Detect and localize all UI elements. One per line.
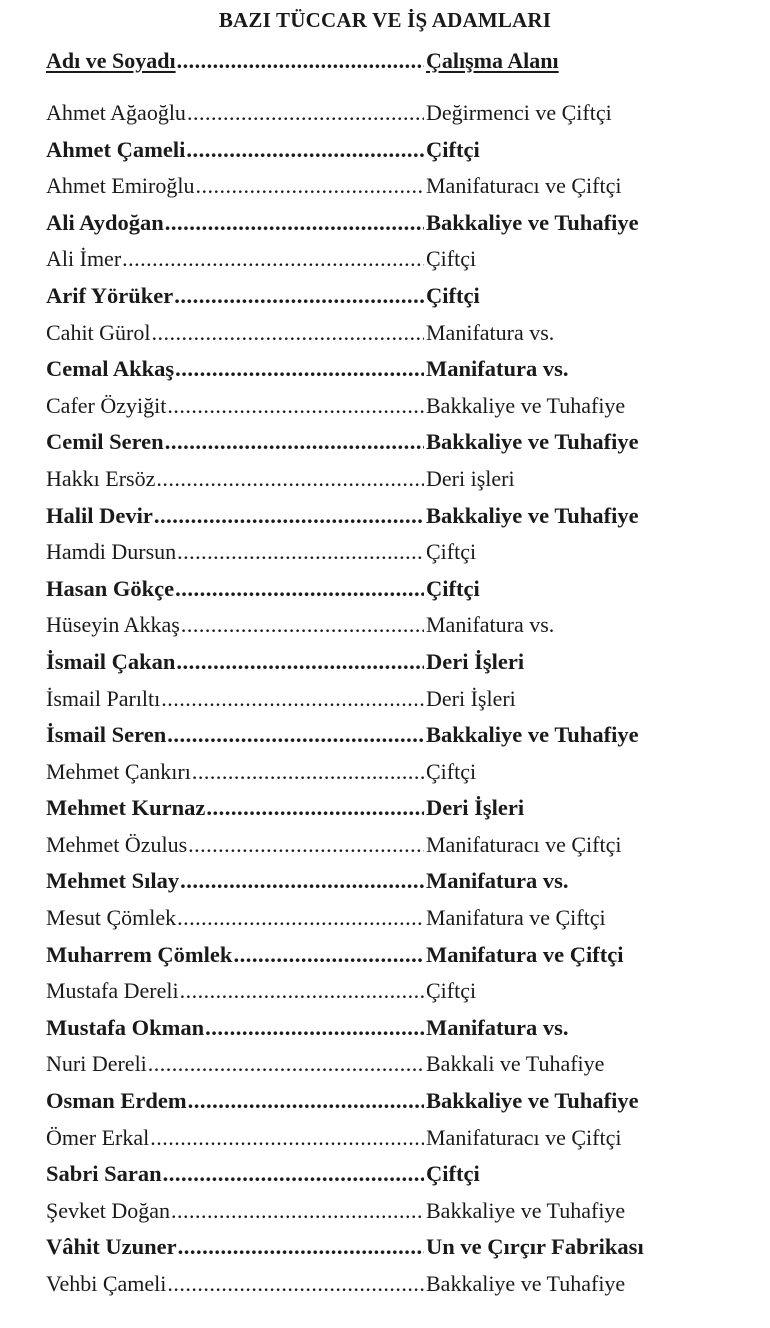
- list-item: [46, 95, 726, 132]
- business-field: Çiftçi: [426, 246, 477, 272]
- merchant-name: Hasan Gökçe: [46, 575, 175, 601]
- list-item: [46, 424, 726, 461]
- business-field: Çiftçi: [426, 539, 477, 565]
- list-item: [46, 827, 726, 864]
- list-item: [46, 498, 726, 535]
- merchant-name: Şevket Doğan: [46, 1197, 171, 1223]
- merchant-name: İsmail Parıltı: [46, 685, 161, 711]
- merchant-name: Ahmet Emiroğlu: [46, 173, 195, 199]
- dot-leader: [178, 1229, 424, 1266]
- merchant-name: Vehbi Çameli: [46, 1271, 167, 1296]
- merchant-name: Sabri Saran: [46, 1161, 162, 1187]
- business-field: Deri İşleri: [426, 648, 525, 674]
- list-item: [46, 351, 726, 388]
- dot-leader: [177, 48, 424, 74]
- business-field: Manifaturacı ve Çiftçi: [426, 831, 622, 857]
- merchant-name: Mehmet Kurnaz: [46, 795, 206, 821]
- list-item: [46, 1046, 726, 1083]
- list-item: [46, 1120, 726, 1157]
- merchant-name: Mustafa Okman: [46, 1014, 205, 1040]
- merchant-name: Ali Aydoğan: [46, 209, 164, 235]
- business-field: Manifatura vs.: [426, 319, 555, 345]
- dot-leader: [167, 1266, 424, 1303]
- dot-leader: [188, 1083, 424, 1120]
- list-item: [46, 534, 726, 571]
- dot-leader: [205, 1010, 424, 1047]
- business-field: Bakkaliye ve Tuhafiye: [426, 1271, 626, 1296]
- header-field: Çalışma Alanı: [426, 48, 559, 73]
- list-item: [46, 754, 726, 791]
- merchant-name: Cemil Seren: [46, 429, 164, 455]
- list-item: [46, 1229, 726, 1266]
- list-item: [46, 1010, 726, 1047]
- list-item: [46, 1156, 726, 1193]
- list-item: [46, 937, 726, 974]
- merchant-name: Halil Devir: [46, 502, 153, 528]
- dot-leader: [180, 973, 424, 1010]
- merchant-name: Cemal Akkaş: [46, 356, 175, 382]
- merchant-name: Ali İmer: [46, 246, 122, 272]
- business-field: Çiftçi: [426, 282, 480, 308]
- list-item: [46, 1266, 726, 1303]
- merchant-name: Nuri Dereli: [46, 1051, 147, 1077]
- merchant-name: Hamdi Dursun: [46, 539, 177, 565]
- business-field: Manifatura vs.: [426, 868, 569, 894]
- business-field: Un ve Çırçır Fabrikası: [426, 1234, 644, 1260]
- business-field: Bakkaliye ve Tuhafiye: [426, 1088, 639, 1114]
- dot-leader: [175, 351, 424, 388]
- business-field: Çiftçi: [426, 758, 477, 784]
- business-field: Bakkaliye ve Tuhafiye: [426, 429, 639, 455]
- dot-leader: [171, 1193, 424, 1230]
- list-item: [46, 863, 726, 900]
- list-item: [46, 461, 726, 498]
- merchant-name: Ahmet Ağaoğlu: [46, 100, 186, 125]
- list-item: [46, 790, 726, 827]
- dot-leader: [150, 1120, 424, 1157]
- list-item: [46, 168, 726, 205]
- business-field: Manifaturacı ve Çiftçi: [426, 173, 622, 199]
- dot-leader: [152, 315, 425, 352]
- dot-leader: [177, 900, 424, 937]
- business-field: Deri İşleri: [426, 685, 516, 711]
- business-field: Bakkali ve Tuhafiye: [426, 1051, 605, 1077]
- list-item: [46, 132, 726, 169]
- dot-leader: [154, 498, 424, 535]
- list-item: [46, 681, 726, 718]
- business-field: Deri işleri: [426, 465, 515, 491]
- merchant-name: Arif Yörüker: [46, 282, 174, 308]
- business-field: Bakkaliye ve Tuhafiye: [426, 722, 639, 748]
- dot-leader: [180, 863, 424, 900]
- merchant-name: Ömer Erkal: [46, 1124, 150, 1150]
- merchant-name: Muharrem Çömlek: [46, 941, 233, 967]
- merchant-name: Mesut Çömlek: [46, 905, 177, 931]
- dot-leader: [176, 644, 424, 681]
- merchant-name: İsmail Çakan: [46, 648, 176, 674]
- list-item: [46, 644, 726, 681]
- business-field: Deri İşleri: [426, 795, 525, 821]
- dot-leader: [122, 241, 424, 278]
- merchant-name: Mehmet Sılay: [46, 868, 180, 894]
- list-item: [46, 571, 726, 608]
- list-item: [46, 315, 726, 352]
- business-field: Bakkaliye ve Tuhafiye: [426, 392, 626, 418]
- business-field: Manifatura ve Çiftçi: [426, 941, 624, 967]
- dot-leader: [188, 827, 424, 864]
- list-item: [46, 278, 726, 315]
- list-item: [46, 717, 726, 754]
- dot-leader: [165, 205, 424, 242]
- dot-leader: [192, 754, 424, 791]
- dot-leader: [186, 132, 424, 169]
- dot-leader: [195, 168, 424, 205]
- merchant-name: Cahit Gürol: [46, 319, 151, 345]
- dot-leader: [177, 534, 424, 571]
- dot-leader: [167, 388, 424, 425]
- business-field: Değirmenci ve Çiftçi: [426, 100, 612, 125]
- merchant-name: Hakkı Ersöz: [46, 465, 156, 491]
- header-name: Adı ve Soyadı: [46, 48, 176, 73]
- merchant-name: Ahmet Çameli: [46, 136, 186, 162]
- business-field: Çiftçi: [426, 575, 480, 601]
- business-field: Bakkaliye ve Tuhafiye: [426, 502, 639, 528]
- merchant-name: Mehmet Çankırı: [46, 758, 191, 784]
- table-header: [46, 48, 726, 78]
- business-field: Çiftçi: [426, 136, 480, 162]
- list-item: [46, 388, 726, 425]
- merchant-name: Hüseyin Akkaş: [46, 612, 180, 638]
- business-field: Çiftçi: [426, 1161, 480, 1187]
- dot-leader: [167, 717, 424, 754]
- dot-leader: [181, 607, 424, 644]
- merchant-name: İsmail Seren: [46, 722, 167, 748]
- merchant-name: Osman Erdem: [46, 1088, 187, 1114]
- dot-leader: [163, 1156, 424, 1193]
- dot-leader: [233, 937, 424, 974]
- business-field: Bakkaliye ve Tuhafiye: [426, 209, 639, 235]
- dot-leader: [174, 278, 424, 315]
- dot-leader: [175, 571, 424, 608]
- list-item: [46, 205, 726, 242]
- dot-leader: [206, 790, 424, 827]
- list-item: [46, 973, 726, 1010]
- merchant-name: Mustafa Dereli: [46, 978, 179, 1004]
- list-item: [46, 900, 726, 937]
- business-field: Çiftçi: [426, 978, 477, 1004]
- business-field: Bakkaliye ve Tuhafiye: [426, 1197, 626, 1223]
- list-item: [46, 241, 726, 278]
- dot-leader: [187, 95, 424, 132]
- dot-leader: [165, 424, 424, 461]
- dot-leader: [161, 681, 424, 718]
- list-item: [46, 607, 726, 644]
- business-field: Manifatura vs.: [426, 612, 555, 638]
- list-item: [46, 1193, 726, 1230]
- merchant-name: Mehmet Özulus: [46, 831, 188, 857]
- list-item: [46, 1083, 726, 1120]
- merchant-name: Vâhit Uzuner: [46, 1234, 177, 1260]
- merchant-name: Cafer Özyiğit: [46, 392, 167, 418]
- dot-leader: [148, 1046, 424, 1083]
- page-title: BAZI TÜCCAR VE İŞ ADAMLARI: [218, 8, 552, 32]
- business-field: Manifaturacı ve Çiftçi: [426, 1124, 622, 1150]
- business-field: Manifatura vs.: [426, 356, 569, 382]
- merchant-list: [46, 95, 726, 1303]
- business-field: Manifatura vs.: [426, 1014, 569, 1040]
- dot-leader: [156, 461, 424, 498]
- business-field: Manifatura ve Çiftçi: [426, 905, 606, 931]
